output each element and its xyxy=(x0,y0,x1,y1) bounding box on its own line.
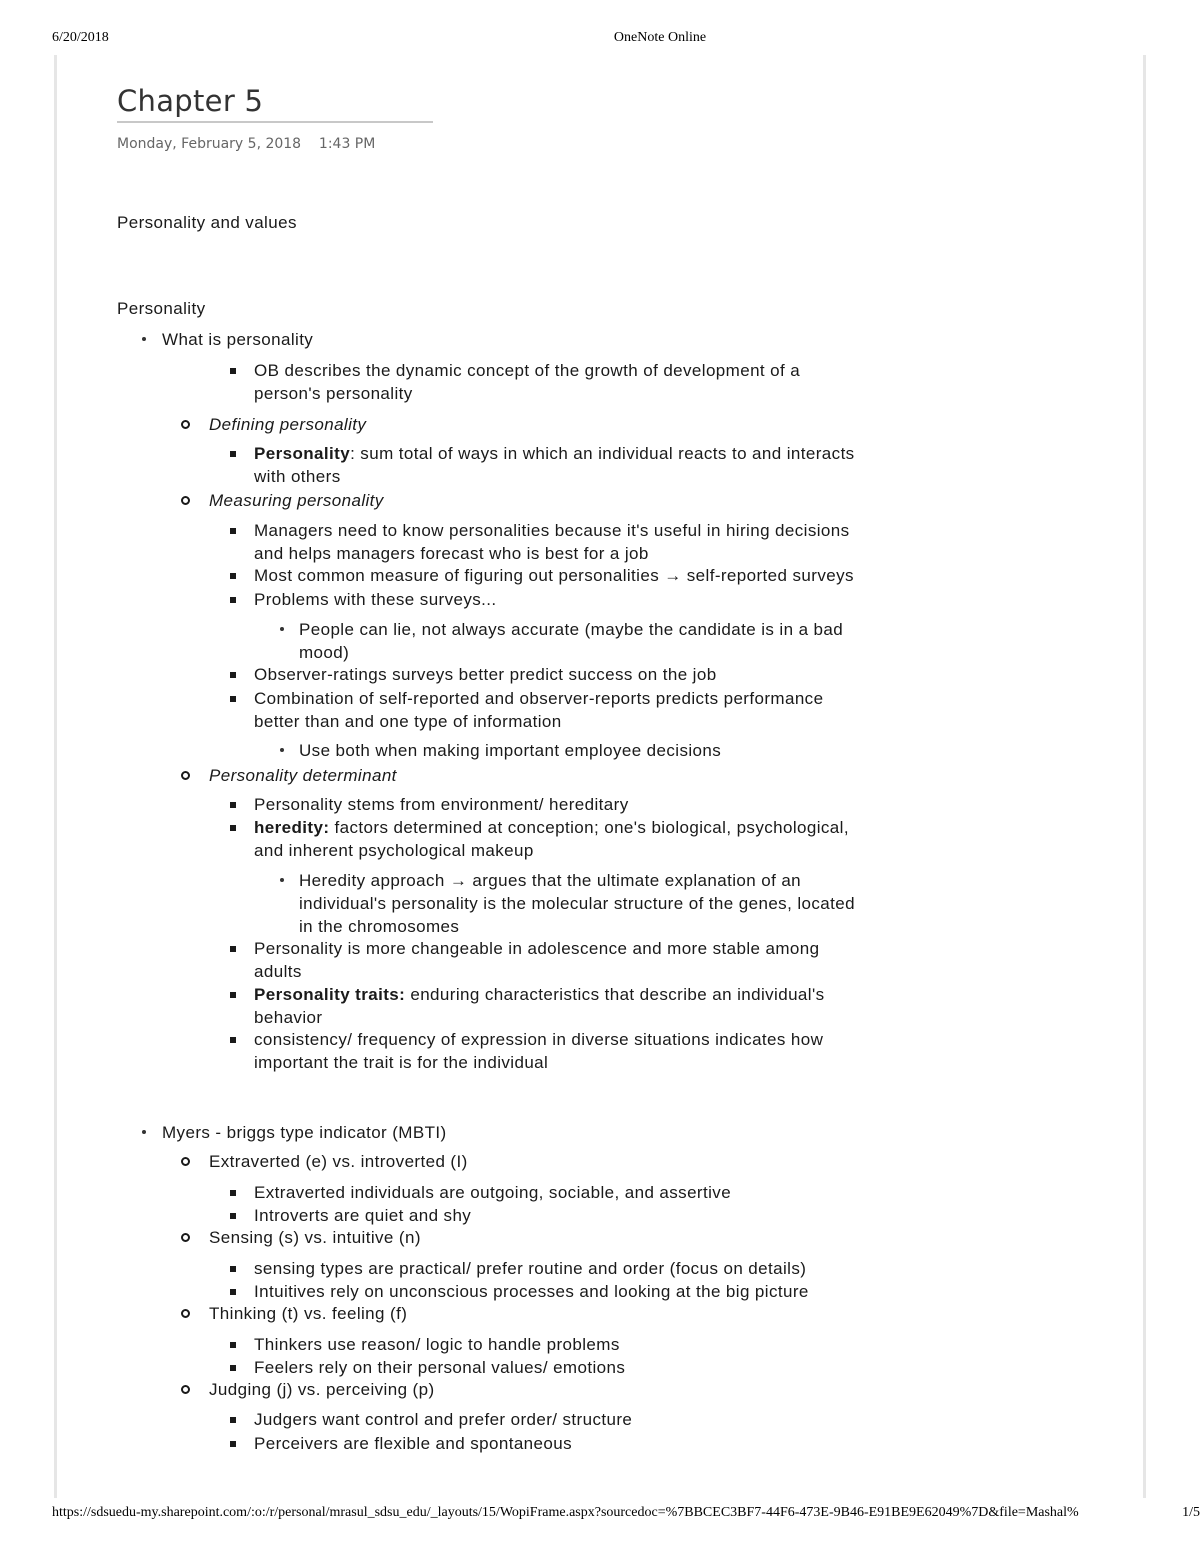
bullet-square-icon xyxy=(230,825,236,831)
bullet-square-icon xyxy=(230,1441,236,1447)
list-item: Introverts are quiet and shy xyxy=(254,1206,472,1225)
list-item: Use both when making important employee decisions xyxy=(299,741,722,760)
bullet-square-icon xyxy=(230,992,236,998)
bullet-square-icon xyxy=(230,1037,236,1043)
bullet-icon xyxy=(280,878,284,882)
bullet-square-icon xyxy=(230,672,236,678)
list-item: Combination of self-reported and observer-reports predicts performance xyxy=(254,689,824,708)
list-item-continuation: and inherent psychological makeup xyxy=(254,841,534,860)
list-item: Judgers want control and prefer order/ structure xyxy=(254,1410,633,1429)
bullet-square-icon xyxy=(230,802,236,808)
list-item-continuation: individual's personality is the molecular structure of the genes, located xyxy=(299,894,855,913)
list-item: Feelers rely on their personal values/ emotions xyxy=(254,1358,626,1377)
bullet-square-icon xyxy=(230,946,236,952)
list-item: OB describes the dynamic concept of the growth of development of a xyxy=(254,361,801,380)
list-item-continuation: behavior xyxy=(254,1008,323,1027)
list-item-continuation: mood) xyxy=(299,643,350,662)
list-item-continuation: and helps managers forecast who is best for a job xyxy=(254,544,649,563)
definition-text: : sum total of ways in which an individual reacts to and interacts xyxy=(350,444,855,463)
list-item: Personality is more changeable in adolescence and more stable among xyxy=(254,939,820,958)
list-item: Myers - briggs type indicator (MBTI) xyxy=(162,1123,447,1142)
subheading: Sensing (s) vs. intuitive (n) xyxy=(209,1228,421,1247)
list-item: Extraverted individuals are outgoing, sociable, and assertive xyxy=(254,1183,732,1202)
print-page-number: 1/5 xyxy=(1182,1505,1200,1520)
list-item: consistency/ frequency of expression in diverse situations indicates how xyxy=(254,1030,824,1049)
list-item: People can lie, not always accurate (maybe the candidate is in a bad xyxy=(299,620,844,639)
bullet-square-icon xyxy=(230,1190,236,1196)
list-item: Most common measure of figuring out personalities → self-reported surveys xyxy=(254,566,854,585)
subheading: Defining personality xyxy=(209,415,367,434)
page-date: Monday, February 5, 2018 xyxy=(117,136,302,152)
subheading: Measuring personality xyxy=(209,491,384,510)
subheading: Personality determinant xyxy=(209,766,397,785)
list-item: Observer-ratings surveys better predict success on the job xyxy=(254,665,717,684)
list-item: Personality stems from environment/ hereditary xyxy=(254,795,629,814)
bullet-circle-icon xyxy=(181,1385,190,1394)
bullet-square-icon xyxy=(230,1266,236,1272)
term: Personality xyxy=(254,444,351,463)
bullet-square-icon xyxy=(230,696,236,702)
list-item: Heredity approach → argues that the ultimate explanation of an xyxy=(299,871,802,890)
definition xyxy=(254,442,855,465)
list-item-continuation: important the trait is for the individual xyxy=(254,1053,549,1072)
print-date: 6/20/2018 xyxy=(52,30,109,45)
subheading: Judging (j) vs. perceiving (p) xyxy=(209,1380,435,1399)
heading: Personality and values xyxy=(117,213,297,232)
bullet-circle-icon xyxy=(181,420,190,429)
bullet-square-icon xyxy=(230,1417,236,1423)
subheading: Thinking (t) vs. feeling (f) xyxy=(209,1304,408,1323)
bullet-circle-icon xyxy=(181,1157,190,1166)
print-title: OneNote Online xyxy=(613,30,707,45)
term: Personality traits: xyxy=(254,985,406,1004)
bullet-square-icon xyxy=(230,368,236,374)
list-item: sensing types are practical/ prefer routine and order (focus on details) xyxy=(254,1259,807,1278)
list-item: Problems with these surveys... xyxy=(254,590,497,609)
page-time: 1:43 PM xyxy=(318,136,376,152)
list-item: What is personality xyxy=(162,330,314,349)
list-item: Intuitives rely on unconscious processes and looking at the big picture xyxy=(254,1282,809,1301)
page-border-left xyxy=(54,55,57,1498)
bullet-circle-icon xyxy=(181,1233,190,1242)
term: heredity: xyxy=(254,818,330,837)
section-title: Personality xyxy=(117,299,206,318)
list-item-continuation: person's personality xyxy=(254,384,413,403)
definition-text: enduring characteristics that describe an individual's xyxy=(405,985,825,1004)
page-border-right xyxy=(1143,55,1146,1498)
bullet-icon xyxy=(142,337,146,341)
bullet-square-icon xyxy=(230,1213,236,1219)
list-item-continuation: in the chromosomes xyxy=(299,917,460,936)
bullet-square-icon xyxy=(230,451,236,457)
definition xyxy=(254,983,825,1006)
bullet-circle-icon xyxy=(181,771,190,780)
bullet-square-icon xyxy=(230,573,236,579)
bullet-square-icon xyxy=(230,1289,236,1295)
subheading: Extraverted (e) vs. introverted (I) xyxy=(209,1152,468,1171)
definition xyxy=(254,816,849,839)
bullet-icon xyxy=(142,1130,146,1134)
print-url: https://sdsuedu-my.sharepoint.com/:o:/r/personal/mrasul_sdsu_edu/_layouts/15/WopiFrame.aspx?sourcedoc=%7BBCEC3BF7-44F6-473E-9B46-E91BE9E62049%7D&file=Mashal% xyxy=(52,1505,1079,1520)
list-item: Perceivers are flexible and spontaneous xyxy=(254,1434,573,1453)
bullet-icon xyxy=(280,748,284,752)
title-underline xyxy=(117,121,433,123)
definition-text: factors determined at conception; one's biological, psychological, xyxy=(329,818,849,837)
bullet-square-icon xyxy=(230,1365,236,1371)
bullet-square-icon xyxy=(230,528,236,534)
list-item: Managers need to know personalities because it's useful in hiring decisions xyxy=(254,521,850,540)
bullet-icon xyxy=(280,627,284,631)
bullet-circle-icon xyxy=(181,1309,190,1318)
page-timestamp xyxy=(117,136,375,152)
list-item: Thinkers use reason/ logic to handle problems xyxy=(254,1335,620,1354)
bullet-square-icon xyxy=(230,1342,236,1348)
list-item-continuation: with others xyxy=(254,467,341,486)
print-footer xyxy=(52,1505,1200,1521)
list-item-continuation: better than and one type of information xyxy=(254,712,562,731)
page-title: Chapter 5 xyxy=(117,84,264,118)
list-item-continuation: adults xyxy=(254,962,302,981)
bullet-circle-icon xyxy=(181,496,190,505)
bullet-square-icon xyxy=(230,597,236,603)
